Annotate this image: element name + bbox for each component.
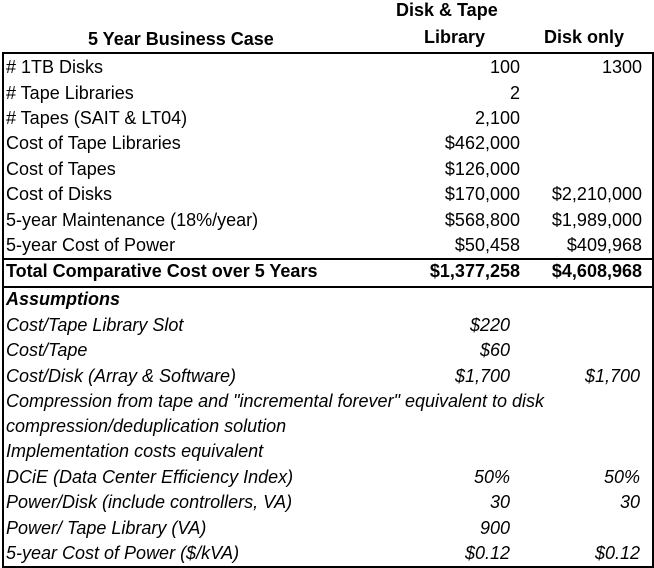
disk-tape-value: 30	[489, 492, 510, 512]
list-item	[0, 364, 654, 389]
list-item	[0, 414, 654, 439]
assumptions-heading-row	[0, 287, 654, 312]
disk-tape-value: 50%	[473, 467, 510, 487]
disk-only-value: $1,700	[584, 366, 640, 386]
disk-only-value: $1,989,000	[551, 210, 642, 230]
list-item	[0, 516, 654, 541]
assumption-label: Cost/Tape	[6, 340, 88, 360]
disk-tape-value: $170,000	[444, 184, 520, 204]
list-item	[0, 541, 654, 566]
total-row	[0, 259, 654, 284]
table-header	[0, 0, 654, 52]
list-item	[0, 313, 654, 338]
assumption-label: Compression from tape and "incremental forever" equivalent to disk	[6, 391, 545, 411]
table-row	[0, 208, 654, 233]
row-label: 5-year Cost of Power	[6, 235, 176, 255]
table-row	[0, 131, 654, 156]
list-item	[0, 465, 654, 490]
assumption-label: Cost/Disk (Array & Software)	[6, 366, 237, 386]
table-row	[0, 55, 654, 80]
disk-tape-value: 2,100	[474, 108, 520, 128]
disk-tape-value: $1,700	[454, 366, 510, 386]
row-label: Cost of Disks	[6, 184, 113, 204]
disk-tape-value: $0.12	[464, 543, 510, 563]
list-item	[0, 389, 654, 414]
disk-tape-value: 900	[479, 518, 510, 538]
disk-tape-value: $568,800	[444, 210, 520, 230]
disk-only-value: 1300	[601, 57, 642, 77]
assumption-label: Power/Disk (include controllers, VA)	[6, 492, 293, 512]
row-label: Cost of Tape Libraries	[6, 133, 181, 153]
disk-only-value: $2,210,000	[551, 184, 642, 204]
disk-only-value: 50%	[603, 467, 640, 487]
column-header-disk-tape-line1: Disk & Tape	[396, 0, 498, 20]
total-disk-tape-value: $1,377,258	[429, 261, 520, 281]
row-label: # 1TB Disks	[6, 57, 104, 77]
list-item	[0, 338, 654, 363]
total-disk-only-value: $4,608,968	[551, 261, 642, 281]
table-row	[0, 106, 654, 131]
disk-only-value: $409,968	[566, 235, 642, 255]
column-header-disk-only: Disk only	[544, 27, 625, 47]
disk-tape-value: $220	[469, 315, 510, 335]
disk-tape-value: $50,458	[454, 235, 520, 255]
total-label: Total Comparative Cost over 5 Years	[6, 261, 318, 281]
disk-tape-value: 2	[509, 83, 520, 103]
row-label: 5-year Maintenance (18%/year)	[6, 210, 259, 230]
row-label: # Tapes (SAIT & LT04)	[6, 108, 188, 128]
disk-only-value: 30	[619, 492, 640, 512]
table-row	[0, 157, 654, 182]
disk-tape-value: 100	[489, 57, 520, 77]
assumption-label: 5-year Cost of Power ($/kVA)	[6, 543, 240, 563]
assumption-label: Cost/Tape Library Slot	[6, 315, 184, 335]
disk-tape-value: $462,000	[444, 133, 520, 153]
assumption-label: Implementation costs equivalent	[6, 441, 264, 461]
disk-tape-value: $60	[479, 340, 510, 360]
row-label: # Tape Libraries	[6, 83, 134, 103]
assumptions-heading: Assumptions	[6, 289, 121, 309]
column-header-disk-tape-line2: Library	[424, 27, 486, 47]
assumption-label: DCiE (Data Center Efficiency Index)	[6, 467, 294, 487]
table-row	[0, 233, 654, 258]
table-row	[0, 182, 654, 207]
list-item	[0, 490, 654, 515]
table-title: 5 Year Business Case	[88, 29, 274, 49]
row-label: Cost of Tapes	[6, 159, 116, 179]
disk-only-value: $0.12	[594, 543, 640, 563]
disk-tape-value: $126,000	[444, 159, 520, 179]
table-row	[0, 81, 654, 106]
assumption-label: compression/deduplication solution	[6, 416, 287, 436]
assumption-label: Power/ Tape Library (VA)	[6, 518, 207, 538]
list-item	[0, 439, 654, 464]
